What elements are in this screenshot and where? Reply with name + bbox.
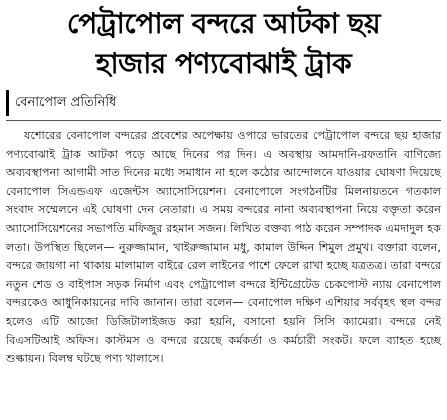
article-body: যশোরের বেনাপোল বন্দরের প্রবেশের অপেক্ষায় ওপারে ভারতের পেট্রাপোল বন্দরে ছয় হাজার পণ্যবোঝাই ট্রাক আটকা পড়ে আছে দিনের পর দিন। এ অবস্থায় আমদানি-রফতানি বাণিজ্যে অব্যবস্থাপনা আগামী সাত দিনের মধ্যে সমাধান না হলে কঠোর আন্দোলনে যাওয়ার ঘোষণা দিয়েছে বেনাপোল সিএন্ডএফ এজেন্টস অ্যাসোসিয়েশন। বেনাপোলে সংগঠনটির মিলনায়তনে গতকাল সংবাদ সম্মেলনে এই ঘোষণা দেন নেতারা। এ সময় বন্দরের নানা অব্যবস্থাপনা নিয়ে বক্তৃতা করেন অ্যাসোসিয়েশনের সভাপতি মফিজুর রহমান সজন। লিখিত বক্তব্য পাঠ করেন সম্পাদক এমদাদুল হক লতা। উপস্থিত ছিলেন— নুরুজ্জামান, খাইরুজ্জামান মধু, কামাল উদ্দিন শিমুল প্রমুখ। বক্তারা বলেন, বন্দরে জায়গা না থাকায় মালামাল বাইরে রেল লাইনের পাশে ফেলে রাখা হচ্ছে যত্রতত্র। তারা বন্দরে নতুন শেড ও বাইপাস সড়ক নির্মাণ এবং পেট্রাপোল বন্দরে ইন্টিগ্রেটেড চেকপোস্ট ন্যায় বেনাপোল বন্দরকেও আধুনিকায়নের দাবি জানান। তারা বলেন— বেনাপোল দক্ষিণ এশিয়ার সর্ববৃহৎ স্থল বন্দর হলেও এটি আজো ডিজিটালাইজড করা হয়নি, বসানো হয়নি সিসি ক্যামেরা। বন্দরে নেই বিএসটিআই অফিস। কাস্টমস ও বন্দরে রয়েছে কর্মকর্তা ও কর্মচারী সংকট। ফলে ব্যাহত হচ্ছে শুল্কায়ন। বিলম্ব ঘটছে পণ্য খালাসে। <box>6 129 441 366</box>
headline-line-2: হাজার পণ্যবোঝাই ট্রাক <box>95 47 352 80</box>
byline-block <box>6 90 441 116</box>
byline-divider <box>6 120 441 121</box>
byline-accent-bar <box>6 90 9 116</box>
byline: বেনাপোল প্রতিনিধি <box>15 95 117 110</box>
headline <box>6 4 441 84</box>
headline-line-1: পেট্রাপোল বন্দরে আটকা ছয় <box>66 7 381 40</box>
